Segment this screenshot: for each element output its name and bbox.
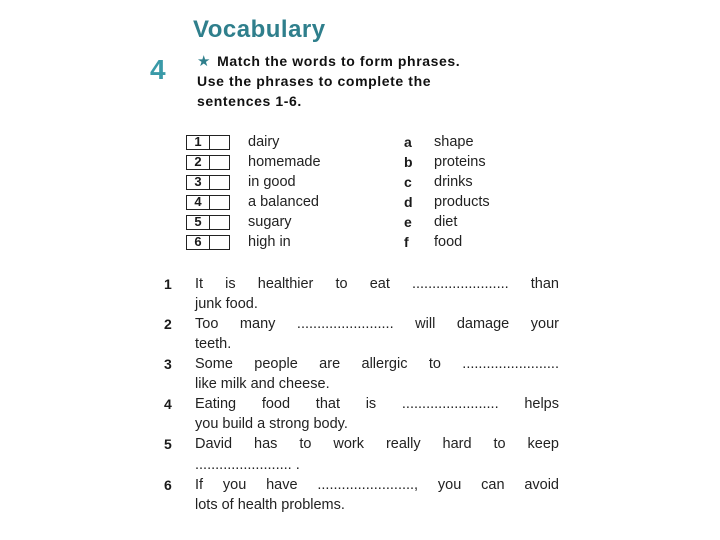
right-phrase: food <box>434 234 463 250</box>
item-number: 5 <box>187 215 210 230</box>
answer-box[interactable] <box>186 235 230 250</box>
option-letter: a <box>404 134 412 150</box>
sentence-line: Some people are allergic to ........................ <box>195 356 559 372</box>
star-icon: ★ <box>197 53 212 70</box>
item-number: 6 <box>187 235 210 250</box>
left-phrase: sugary <box>248 214 292 230</box>
sentence-line: junk food. <box>195 296 258 312</box>
sentence-number: 6 <box>164 477 172 493</box>
instruction-line-1 <box>197 52 460 70</box>
left-phrase: dairy <box>248 134 280 150</box>
sentence-line: ........................ . <box>195 457 300 473</box>
option-letter: b <box>404 154 413 170</box>
sentence-number: 3 <box>164 356 172 372</box>
option-letter: e <box>404 214 412 230</box>
answer-box[interactable] <box>186 155 230 170</box>
option-letter: f <box>404 234 409 250</box>
answer-box[interactable] <box>186 175 230 190</box>
sentence-line: David has to work really hard to keep <box>195 436 559 452</box>
answer-box[interactable] <box>186 195 230 210</box>
sentence-number: 1 <box>164 276 172 292</box>
sentence-line: lots of health problems. <box>195 497 345 513</box>
left-phrase: a balanced <box>248 194 319 210</box>
right-phrase: products <box>434 194 490 210</box>
sentence-line: like milk and cheese. <box>195 376 330 392</box>
item-number: 2 <box>187 155 210 170</box>
right-phrase: drinks <box>434 174 473 190</box>
sentence-line: If you have ........................, you can avoid <box>195 477 559 493</box>
item-number: 4 <box>187 195 210 210</box>
option-letter: d <box>404 194 413 210</box>
sentence-number: 2 <box>164 316 172 332</box>
answer-box[interactable] <box>186 135 230 150</box>
sentence-line: Eating food that is ........................ helps <box>195 396 559 412</box>
exercise-number: 4 <box>150 54 166 85</box>
instruction-line-2: Use the phrases to complete the <box>197 73 432 89</box>
option-letter: c <box>404 174 412 190</box>
instruction-line-3: sentences 1-6. <box>197 93 302 109</box>
sentence-line: teeth. <box>195 336 232 352</box>
item-number: 1 <box>187 135 210 150</box>
answer-box[interactable] <box>186 215 230 230</box>
right-phrase: proteins <box>434 154 486 170</box>
sentence-line: you build a strong body. <box>195 416 348 432</box>
sentence-number: 5 <box>164 436 172 452</box>
left-phrase: in good <box>248 174 296 190</box>
instruction-text-1: Match the words to form phrases. <box>217 53 461 69</box>
right-phrase: diet <box>434 214 458 230</box>
sentence-line: Too many ........................ will damage your <box>195 316 559 332</box>
section-heading: Vocabulary <box>193 16 326 43</box>
item-number: 3 <box>187 175 210 190</box>
left-phrase: high in <box>248 234 291 250</box>
left-phrase: homemade <box>248 154 321 170</box>
right-phrase: shape <box>434 134 474 150</box>
sentence-number: 4 <box>164 396 172 412</box>
sentence-line: It is healthier to eat ........................ than <box>195 276 559 292</box>
